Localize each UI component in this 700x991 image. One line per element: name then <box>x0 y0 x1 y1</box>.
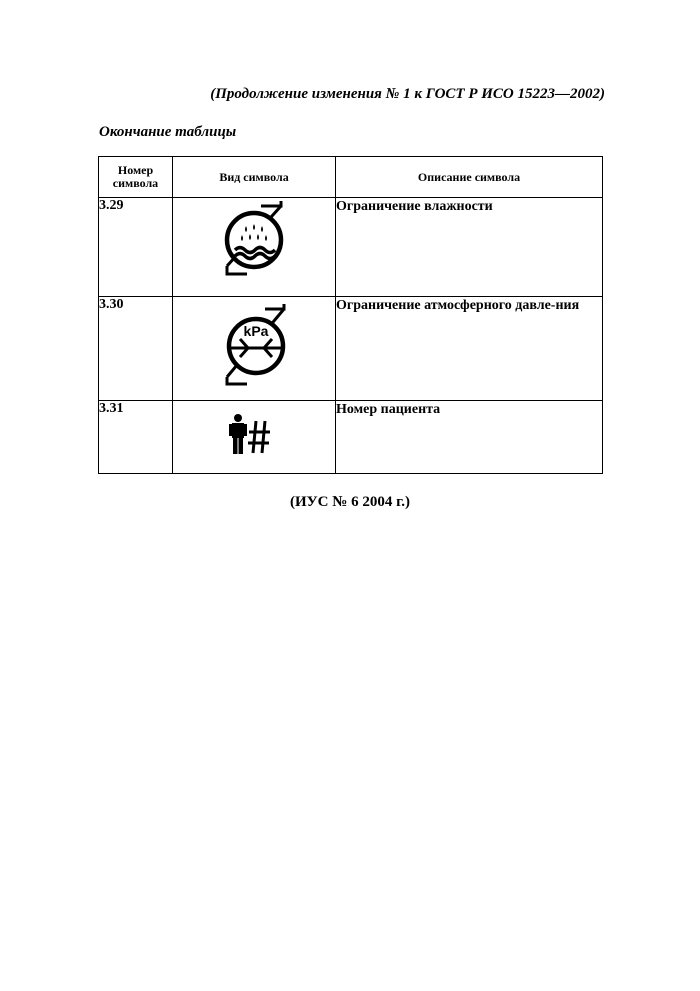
table-row <box>99 401 603 474</box>
symbol-description: Ограничение влажности <box>336 198 603 297</box>
symbol-cell <box>173 297 336 401</box>
symbol-number: 3.29 <box>99 198 173 297</box>
humidity-limitation-icon <box>209 198 299 284</box>
header-note: (Продолжение изменения № 1 к ГОСТ Р ИСО 15223—2002) <box>210 86 605 102</box>
table-row <box>99 297 603 401</box>
kpa-label: kPa <box>243 323 269 339</box>
footer-note: (ИУС № 6 2004 г.) <box>290 494 410 510</box>
table-row <box>99 198 603 297</box>
atmospheric-pressure-limitation-icon <box>209 297 299 387</box>
patient-number-icon <box>224 401 284 461</box>
symbol-cell <box>173 198 336 297</box>
symbol-number: 3.31 <box>99 401 173 474</box>
header-number-line2: символа <box>112 176 159 190</box>
symbols-table <box>98 156 603 474</box>
header-symbol-view: Вид символа <box>173 157 336 198</box>
table-caption: Окончание таблицы <box>99 124 237 140</box>
header-number-line1: Номер <box>117 163 154 177</box>
symbol-cell <box>173 401 336 474</box>
symbol-number: 3.30 <box>99 297 173 401</box>
symbol-description: Номер пациента <box>336 401 603 474</box>
symbol-description: Ограничение атмосферного давле-ния <box>336 297 603 401</box>
header-symbol-number <box>99 157 173 198</box>
header-symbol-description: Описание символа <box>336 157 603 198</box>
table-header-row <box>99 157 603 198</box>
